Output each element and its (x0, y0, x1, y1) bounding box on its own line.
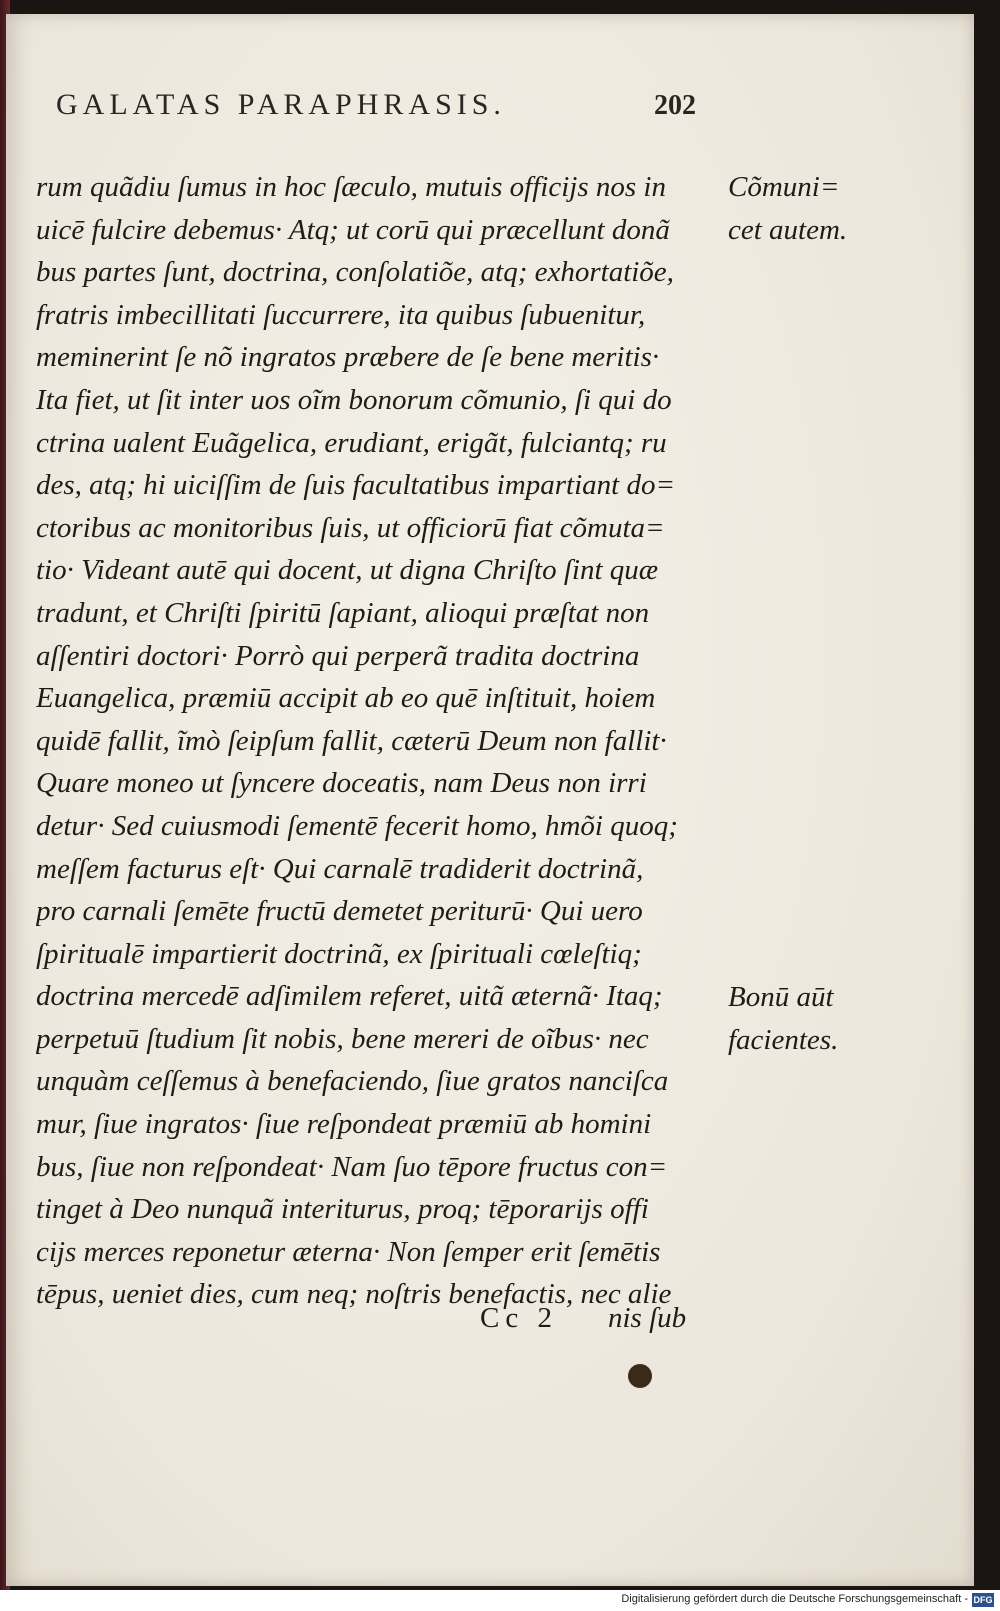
text-line: ctrina ualent Euãgelica, erudiant, erigãt, fulciantq; ru (36, 426, 667, 459)
margin-note-line: Cõmuni= (728, 171, 840, 203)
page-foot (470, 1302, 730, 1346)
text-line: tēpus, ueniet dies, cum neq; noſtris benefactis, nec alie (36, 1278, 672, 1311)
text-line: cijs merces reponetur æterna· Non ſemper erit ſemētis (36, 1235, 661, 1268)
text-line: ctoribus ac monitoribus ſuis, ut officiorū fiat cõmuta= (36, 511, 665, 544)
text-line: Ita fiet, ut ſit inter uos oĩm bonorum cõmunio, ſi qui do (36, 383, 672, 416)
text-line: Euangelica, præmiū accipit ab eo quē inſtituit, hoiem (36, 682, 656, 715)
text-line: doctrina mercedē adſimilem referet, uitã æternã· Itaq; (36, 980, 663, 1013)
margin-note-line: cet autem. (728, 213, 848, 246)
dfg-logo: DFG (973, 1595, 993, 1605)
text-line: tio· Videant autē qui docent, ut digna Chriſto ſint quæ (36, 554, 659, 587)
text-line: detur· Sed cuiusmodi ſementē fecerit homo, hmõi quoq; (36, 809, 678, 842)
text-line: unquàm ceſſemus à benefaciendo, ſiue gratos nanciſca (36, 1065, 669, 1098)
running-head (56, 88, 696, 138)
ink-blot (628, 1364, 652, 1388)
text-line: rum quãdiu ſumus in hoc ſæculo, mutuis officijs nos in (36, 171, 666, 203)
margin-note (728, 166, 878, 251)
text-line: mur, ſiue ingratos· ſiue reſpondeat præmiū ab homini (36, 1108, 652, 1141)
text-line: bus, ſiue non reſpondeat· Nam ſuo tēpore fructus con= (36, 1150, 668, 1183)
text-line: meminerint ſe nõ ingratos præbere de ſe bene meritis· (36, 341, 660, 374)
text-line: bus partes ſunt, doctrina, conſolatiõe, atq; exhortatiõe, (36, 256, 674, 289)
text-line: perpetuū ſtudium ſit nobis, bene mereri de oĩbus· nec (36, 1022, 649, 1055)
text-line: fratris imbecillitati ſuccurrere, ita quibus ſubuenitur, (36, 298, 646, 331)
text-line: tinget à Deo nunquã interiturus, proq; tēporarijs offi (36, 1193, 649, 1226)
text-line: uicē fulcire debemus· Atq; ut corū qui præcellunt donã (36, 213, 670, 246)
body-text (36, 166, 716, 1316)
text-line: ſpiritualē impartierit doctrinã, ex ſpirituali cœleſtiq; (36, 937, 642, 970)
text-line: aſſentiri doctori· Porrò qui perperã tradita doctrina (36, 639, 640, 672)
text-line: meſſem facturus eſt· Qui carnalē tradiderit doctrinã, (36, 852, 644, 885)
folio-number: 202 (654, 90, 696, 121)
text-line: des, atq; hi uiciſſim de ſuis facultatibus impartiant do= (36, 469, 676, 502)
signature-mark: Cc 2 (480, 1302, 558, 1334)
footer-credit: Digitalisierung gefördert durch die Deutsche Forschungsgemeinschaft - (621, 1593, 968, 1605)
margin-note (728, 976, 878, 1061)
margin-note-line: Bonū aūt (728, 981, 834, 1013)
footer-bar (0, 1590, 1000, 1611)
text-line: pro carnali ſemēte fructū demetet periturū· Qui uero (36, 895, 643, 928)
text-line: quidē fallit, ĩmò ſeipſum fallit, cæterū Deum non fallit· (36, 724, 667, 757)
text-line: Quare moneo ut ſyncere doceatis, nam Deus non irri (36, 767, 647, 800)
running-title: GALATAS PARAPHRASIS. (56, 88, 506, 121)
margin-note-line: facientes. (728, 1023, 839, 1056)
catchword: nis ſub (608, 1302, 687, 1334)
text-line: tradunt, et Chriſti ſpiritū ſapiant, alioqui præſtat non (36, 596, 650, 629)
